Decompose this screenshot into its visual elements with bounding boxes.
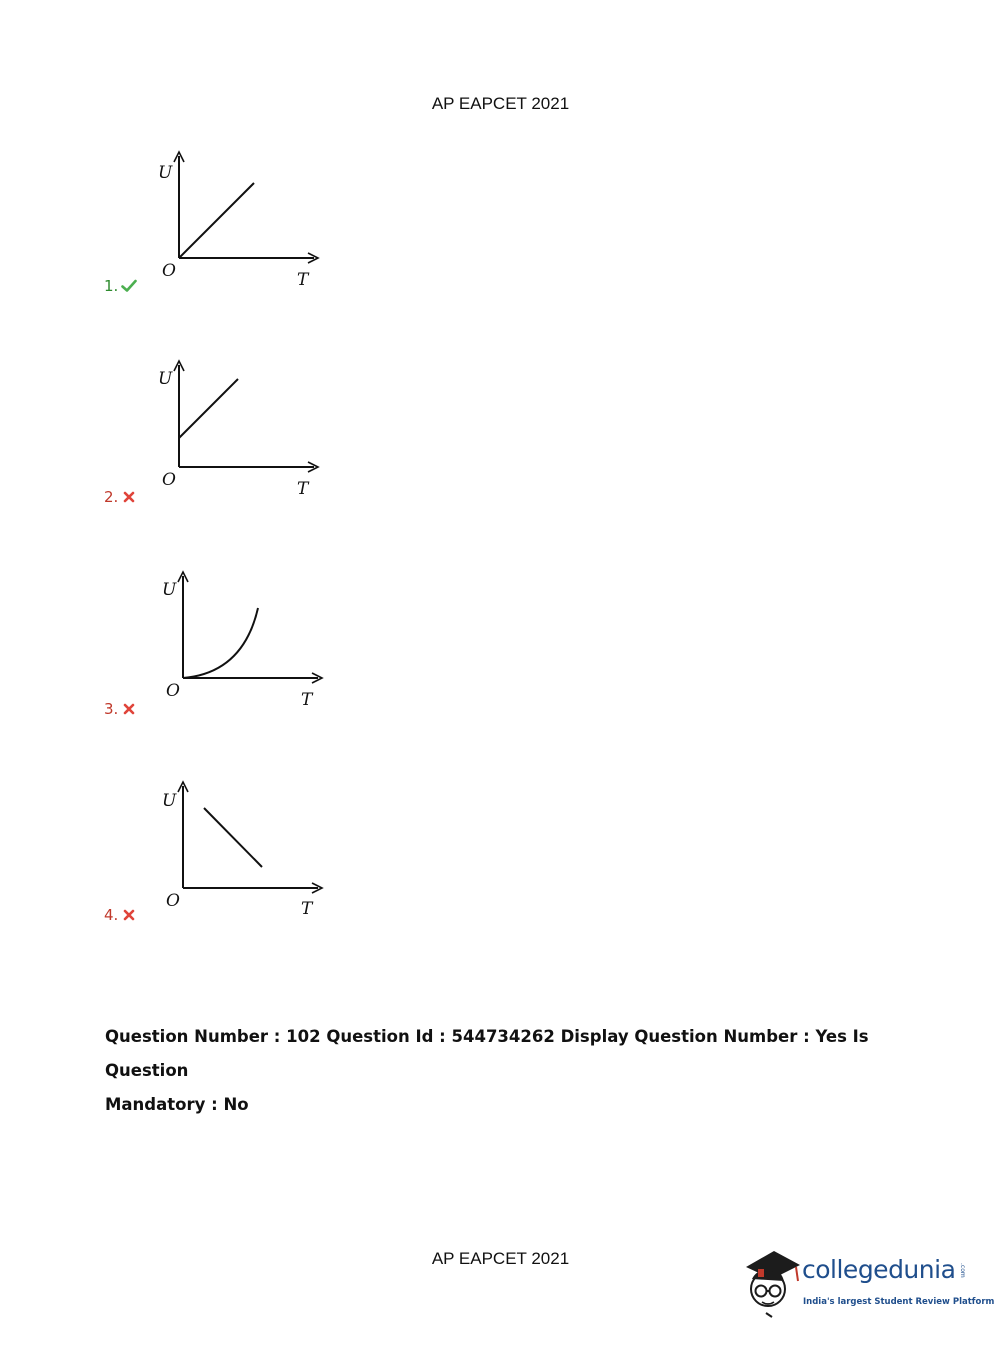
curve-option-3 <box>183 608 258 678</box>
y-axis-label: U <box>162 791 177 811</box>
x-axis-label: T <box>297 270 309 290</box>
question-metadata-line-1: Question Number : 102 Question Id : 544734262 Display Question Number : Yes Is Question <box>105 1027 869 1080</box>
curve-option-1 <box>179 183 254 258</box>
logo-dotcom: .com <box>959 1263 966 1278</box>
y-axis-label: U <box>158 369 173 389</box>
logo-wordmark: collegedunia <box>802 1255 956 1284</box>
curve-option-4 <box>204 808 262 867</box>
question-metadata-line-2: Mandatory : No <box>105 1095 249 1114</box>
y-axis-label: U <box>158 163 173 183</box>
option-label-1: 1. <box>104 277 137 295</box>
origin-label: O <box>166 681 180 701</box>
cross-icon <box>121 702 137 716</box>
mascot-icon <box>740 1245 802 1320</box>
origin-label: O <box>162 261 176 281</box>
question-metadata <box>105 1020 905 1122</box>
curve-option-2 <box>179 379 238 438</box>
logo-tagline: India's largest Student Review Platform <box>803 1297 995 1307</box>
page-footer-title: AP EAPCET 2021 <box>431 1249 570 1268</box>
cross-icon <box>121 908 137 922</box>
x-axis-label: T <box>297 479 309 499</box>
option-label-2: 2. <box>104 488 137 506</box>
x-axis-label: T <box>301 690 313 710</box>
page-header-title: AP EAPCET 2021 <box>431 94 570 113</box>
graph-option-2 <box>154 357 324 502</box>
graph-option-4 <box>158 778 328 923</box>
x-axis-label: T <box>301 899 313 919</box>
y-axis-label: U <box>162 580 177 600</box>
option-label-3: 3. <box>104 700 137 718</box>
graph-option-1 <box>154 148 324 293</box>
cross-icon <box>121 490 137 504</box>
check-icon <box>121 279 137 293</box>
origin-label: O <box>162 470 176 490</box>
origin-label: O <box>166 891 180 911</box>
collegedunia-logo <box>740 1245 995 1320</box>
option-label-4: 4. <box>104 906 137 924</box>
graph-option-3 <box>158 568 328 713</box>
